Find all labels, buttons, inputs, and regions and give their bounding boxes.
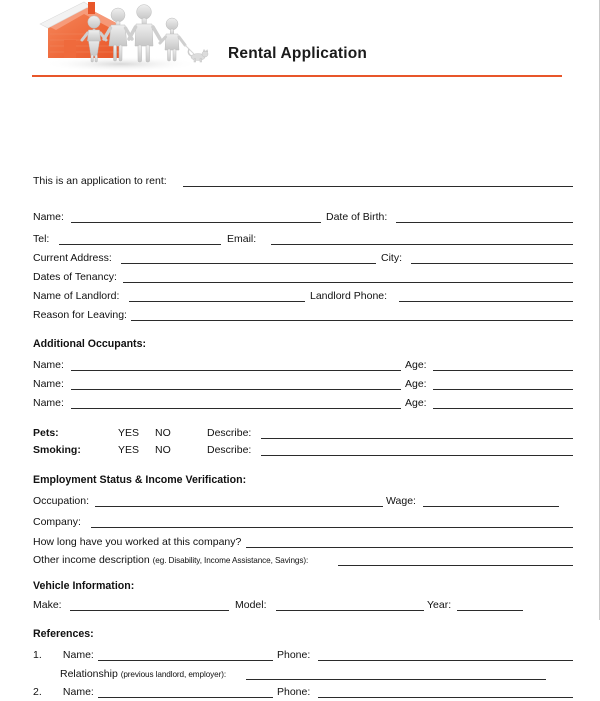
email-label: Email: — [227, 233, 257, 245]
page-title: Rental Application — [228, 45, 368, 62]
field-other-income — [33, 552, 589, 569]
landlord-phone-label: Landlord Phone: — [310, 290, 388, 302]
reference-1-relationship-input[interactable] — [246, 679, 546, 680]
vehicle-make-input[interactable] — [70, 610, 229, 611]
vehicle-model-input[interactable] — [276, 610, 424, 611]
dates-of-tenancy-label: Dates of Tenancy: — [33, 271, 117, 283]
occupant-1-name-label: Name: — [33, 359, 64, 371]
reference-2-phone-input[interactable] — [318, 697, 573, 698]
vehicle-year-input[interactable] — [457, 610, 523, 611]
reference-1-name-input[interactable] — [98, 660, 273, 661]
name-input[interactable] — [71, 222, 321, 223]
occupant-2-name-label: Name: — [33, 378, 64, 390]
reference-2-number: 2. — [33, 686, 42, 698]
pets-describe-input[interactable] — [261, 438, 573, 439]
occupant-1-age-input[interactable] — [433, 370, 573, 371]
reference-1-phone-label: Phone: — [277, 649, 311, 661]
section-references: References: — [33, 628, 94, 640]
pets-describe-label: Describe: — [207, 427, 252, 439]
name-label: Name: — [33, 211, 64, 223]
dates-of-tenancy-input[interactable] — [123, 282, 573, 283]
vehicle-year-label: Year: — [427, 599, 452, 611]
pets-no-option[interactable]: NO — [155, 427, 171, 439]
reference-2-name-input[interactable] — [98, 697, 273, 698]
dob-label: Date of Birth: — [326, 211, 388, 223]
reference-row-1 — [33, 647, 589, 664]
reason-for-leaving-input[interactable] — [131, 320, 573, 321]
reference-1-phone-input[interactable] — [318, 660, 573, 661]
application-to-rent-input[interactable] — [183, 186, 573, 187]
occupant-2-name-input[interactable] — [71, 389, 401, 390]
field-address-city — [33, 250, 589, 267]
occupant-1-name-input[interactable] — [71, 370, 401, 371]
reference-2-name-label: Name: — [62, 686, 94, 698]
employment-duration-input[interactable] — [246, 547, 573, 548]
other-income-input[interactable] — [338, 565, 573, 566]
landlord-name-input[interactable] — [129, 301, 305, 302]
vehicle-model-label: Model: — [235, 599, 267, 611]
reference-1-relationship-label: Relationship — [60, 668, 118, 680]
occupant-1-age-label: Age: — [405, 359, 427, 371]
field-dates-of-tenancy — [33, 269, 589, 286]
other-income-hint: (eg. Disability, Income Assistance, Savings): — [152, 556, 309, 565]
tel-input[interactable] — [59, 244, 221, 245]
field-reason-for-leaving — [33, 307, 589, 324]
company-input[interactable] — [91, 527, 573, 528]
wage-input[interactable] — [423, 506, 559, 507]
occupant-2-age-input[interactable] — [433, 389, 573, 390]
field-tel-email — [33, 231, 589, 248]
reference-1-relationship-hint: (previous landlord, employer): — [120, 670, 227, 679]
field-employment-duration — [33, 534, 589, 551]
section-additional-occupants: Additional Occupants: — [33, 338, 147, 350]
house-family-logo-graphic — [26, 0, 216, 72]
reference-1-relationship — [60, 666, 589, 683]
section-vehicle: Vehicle Information: — [33, 580, 135, 592]
landlord-name-label: Name of Landlord: — [33, 290, 120, 302]
reference-1-number: 1. — [33, 649, 42, 661]
current-address-label: Current Address: — [33, 252, 112, 264]
dob-input[interactable] — [396, 222, 573, 223]
landlord-phone-input[interactable] — [399, 301, 573, 302]
current-address-input[interactable] — [121, 263, 376, 264]
occupant-3-name-label: Name: — [33, 397, 64, 409]
other-income-label: Other income description — [33, 554, 150, 566]
vehicle-make-label: Make: — [33, 599, 62, 611]
smoking-describe-input[interactable] — [261, 455, 573, 456]
smoking-label: Smoking: — [33, 444, 81, 456]
section-employment: Employment Status & Income Verification: — [33, 474, 247, 486]
occupant-3-name-input[interactable] — [71, 408, 401, 409]
city-label: City: — [381, 252, 402, 264]
smoking-yes-option[interactable]: YES — [118, 444, 140, 456]
field-company — [33, 514, 589, 531]
reference-2-phone-label: Phone: — [277, 686, 311, 698]
wage-label: Wage: — [386, 495, 416, 507]
company-label: Company: — [33, 516, 81, 528]
field-occupation-wage — [33, 493, 589, 510]
field-pets — [33, 425, 589, 442]
field-smoking — [33, 442, 589, 459]
occupant-row-1 — [33, 357, 589, 374]
occupant-2-age-label: Age: — [405, 378, 427, 390]
reference-1-name-label: Name: — [62, 649, 94, 661]
occupant-row-2 — [33, 376, 589, 393]
smoking-describe-label: Describe: — [207, 444, 252, 456]
document-header — [0, 0, 599, 78]
reference-row-2 — [33, 684, 589, 701]
occupation-label: Occupation: — [33, 495, 90, 507]
smoking-no-option[interactable]: NO — [155, 444, 171, 456]
occupant-3-age-label: Age: — [405, 397, 427, 409]
employment-duration-label: How long have you worked at this company? — [33, 536, 242, 548]
city-input[interactable] — [411, 263, 573, 264]
pets-yes-option[interactable]: YES — [118, 427, 140, 439]
occupant-row-3 — [33, 395, 589, 412]
field-name-dob — [33, 209, 589, 226]
field-landlord — [33, 288, 589, 305]
occupant-3-age-input[interactable] — [433, 408, 573, 409]
pets-label: Pets: — [33, 427, 59, 439]
occupation-input[interactable] — [95, 506, 383, 507]
reason-for-leaving-label: Reason for Leaving: — [33, 309, 127, 321]
house-family-logo — [26, 0, 216, 72]
header-divider — [32, 75, 562, 77]
field-vehicle — [33, 597, 589, 614]
tel-label: Tel: — [33, 233, 50, 245]
application-to-rent-label: This is an application to rent: — [33, 175, 167, 187]
email-input[interactable] — [271, 244, 573, 245]
field-application-to-rent — [33, 173, 589, 190]
